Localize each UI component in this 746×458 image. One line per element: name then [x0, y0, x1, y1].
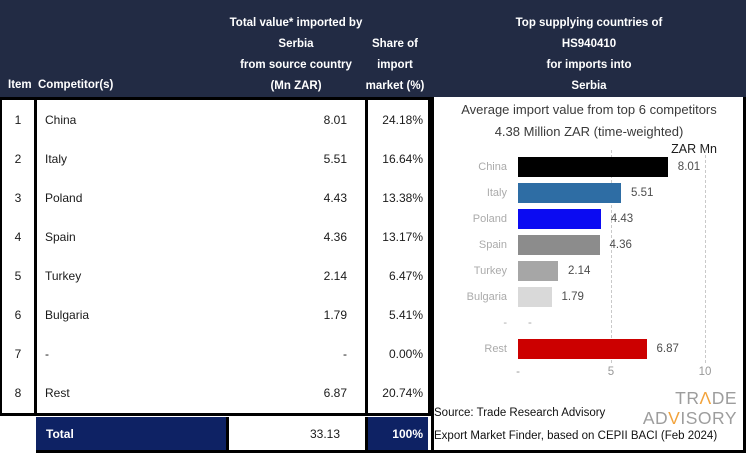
- chart-row: [434, 232, 734, 258]
- header-total-value-line: from source country: [240, 59, 352, 71]
- item-number: 7: [2, 335, 37, 374]
- axis-unit-label: ZAR Mn: [671, 142, 717, 156]
- chart-category-label: -: [503, 317, 507, 329]
- competitors-table: [0, 97, 431, 416]
- chart-bar-zone: [518, 183, 734, 203]
- table-row: [2, 296, 428, 335]
- chart-row: [434, 154, 734, 180]
- item-number: 1: [2, 100, 37, 139]
- trade-advisory-logo: [600, 388, 737, 428]
- header-total-value-line: Serbia: [278, 38, 314, 50]
- logo-accent-a: Λ: [699, 388, 712, 408]
- chart-row: [434, 310, 734, 336]
- header-competitor: Competitor(s): [38, 79, 114, 91]
- panel-title: [434, 13, 744, 97]
- competitor-name: Rest: [45, 386, 70, 401]
- value-mn-zar: 1.79: [323, 308, 347, 323]
- chart-row: [434, 258, 734, 284]
- panel-title-line: HS940410: [561, 38, 617, 50]
- header-item: Item: [8, 79, 32, 91]
- share-percent: 6.47%: [388, 269, 423, 284]
- chart-bar-value: -: [528, 317, 532, 329]
- item-number: 2: [2, 139, 37, 178]
- chart-bar: [518, 287, 552, 307]
- competitor-value-cell: [37, 335, 368, 374]
- competitor-name: China: [45, 112, 77, 127]
- value-mn-zar: 2.14: [323, 269, 347, 284]
- chart-category-label: Turkey: [473, 265, 507, 277]
- chart-subtitle: 4.38 Million ZAR (time-weighted): [494, 124, 684, 139]
- chart-bar: [518, 183, 621, 203]
- chart-bar: [518, 209, 601, 229]
- chart-bar-zone: [518, 209, 734, 229]
- chart-category-label: Poland: [472, 213, 507, 225]
- share-percent: 13.17%: [382, 229, 423, 244]
- table-row: [2, 257, 428, 296]
- competitor-name: Italy: [45, 151, 68, 166]
- chart-bar: [518, 339, 647, 359]
- chart-title: Average import value from top 6 competitors: [461, 102, 717, 117]
- value-mn-zar: 6.87: [323, 386, 347, 401]
- table-row: [2, 335, 428, 374]
- value-mn-zar: 4.36: [323, 229, 347, 244]
- competitor-value-cell: [37, 178, 368, 217]
- table-row: [2, 178, 428, 217]
- competitor-value-cell: [37, 217, 368, 256]
- total-row: [36, 417, 428, 450]
- chart-bar-zone: [518, 261, 734, 281]
- competitor-value-cell: [37, 139, 368, 178]
- chart-bar: [518, 235, 600, 255]
- source-line-1: Source: Trade Research Advisory: [434, 407, 606, 419]
- chart-category-label: China: [478, 161, 507, 173]
- header-share: [362, 34, 428, 97]
- item-number: 3: [2, 178, 37, 217]
- chart-bar-zone: [518, 287, 734, 307]
- item-number: 8: [2, 374, 37, 413]
- value-mn-zar: 4.43: [323, 190, 347, 205]
- competitor-name: Turkey: [45, 269, 82, 284]
- bar-chart: [434, 154, 734, 362]
- header-total-value-line: (Mn ZAR): [270, 80, 322, 92]
- chart-bar-value: 4.36: [609, 239, 632, 251]
- chart-bar: [518, 261, 558, 281]
- competitor-value-cell: [37, 100, 368, 139]
- competitor-value-cell: [37, 257, 368, 296]
- table-header-band: [0, 0, 746, 97]
- competitor-name: Bulgaria: [45, 308, 90, 323]
- x-tick-5: 5: [607, 366, 615, 378]
- share-percent: 16.64%: [382, 151, 423, 166]
- item-number: 5: [2, 257, 37, 296]
- total-value: 33.13: [229, 417, 365, 450]
- competitor-name: Poland: [45, 190, 83, 205]
- chart-bar-value: 6.87: [656, 343, 679, 355]
- chart-bar-zone: [518, 157, 734, 177]
- share-percent: 5.41%: [388, 308, 423, 323]
- header-share-line: import: [377, 59, 413, 71]
- competitor-name: -: [45, 347, 49, 362]
- chart-bar-zone: [518, 317, 734, 329]
- panel-title-line: for imports into: [546, 59, 632, 71]
- logo-line-advisory: ADVISORY: [642, 408, 737, 428]
- table-rows: [2, 100, 428, 413]
- panel-title-line: Top supplying countries of: [515, 17, 663, 29]
- share-percent: 24.18%: [382, 112, 423, 127]
- chart-row: [434, 284, 734, 310]
- chart-bar: [518, 157, 668, 177]
- panel-title-line: Serbia: [571, 80, 607, 92]
- item-number: 6: [2, 296, 37, 335]
- share-percent: 0.00%: [388, 347, 423, 362]
- table-row: [2, 139, 428, 178]
- x-tick-0: -: [516, 366, 520, 378]
- share-percent: 20.74%: [382, 386, 423, 401]
- share-percent: 13.38%: [382, 190, 423, 205]
- table-row: [2, 374, 428, 413]
- chart-bar-value: 2.14: [568, 265, 591, 277]
- chart-bar-zone: [518, 235, 734, 255]
- table-row: [2, 217, 428, 256]
- chart-category-label: Spain: [478, 239, 507, 251]
- value-mn-zar: 8.01: [323, 112, 347, 127]
- chart-row: [434, 336, 734, 362]
- item-number: 4: [2, 217, 37, 256]
- source-line-2: Export Market Finder, based on CEPII BACI (Feb 2024): [434, 430, 718, 442]
- total-label: Total: [36, 417, 226, 450]
- header-share-line: market (%): [365, 80, 425, 92]
- chart-category-label: Bulgaria: [466, 291, 507, 303]
- chart-row: [434, 180, 734, 206]
- logo-accent-v: V: [668, 408, 681, 428]
- total-share: 100%: [368, 417, 428, 450]
- chart-bar-value: 5.51: [631, 187, 654, 199]
- chart-bar-value: 4.43: [610, 213, 634, 225]
- header-share-line: Share of: [371, 38, 418, 50]
- chart-bar-value: 8.01: [677, 161, 701, 173]
- table-row: [2, 100, 428, 139]
- competitor-value-cell: [37, 374, 368, 413]
- chart-row: [434, 206, 734, 232]
- competitor-name: Spain: [45, 229, 76, 244]
- value-mn-zar: 5.51: [323, 151, 347, 166]
- value-mn-zar: -: [343, 347, 347, 362]
- header-total-value-line: Total value* imported by: [229, 17, 363, 29]
- chart-category-label: Italy: [486, 187, 507, 199]
- competitor-value-cell: [37, 296, 368, 335]
- chart-bar-value: 1.79: [561, 291, 584, 303]
- chart-bar-zone: [518, 339, 734, 359]
- chart-category-label: Rest: [484, 343, 507, 355]
- logo-line-trade: TRΛDE: [675, 388, 737, 408]
- x-tick-10: 10: [698, 366, 712, 378]
